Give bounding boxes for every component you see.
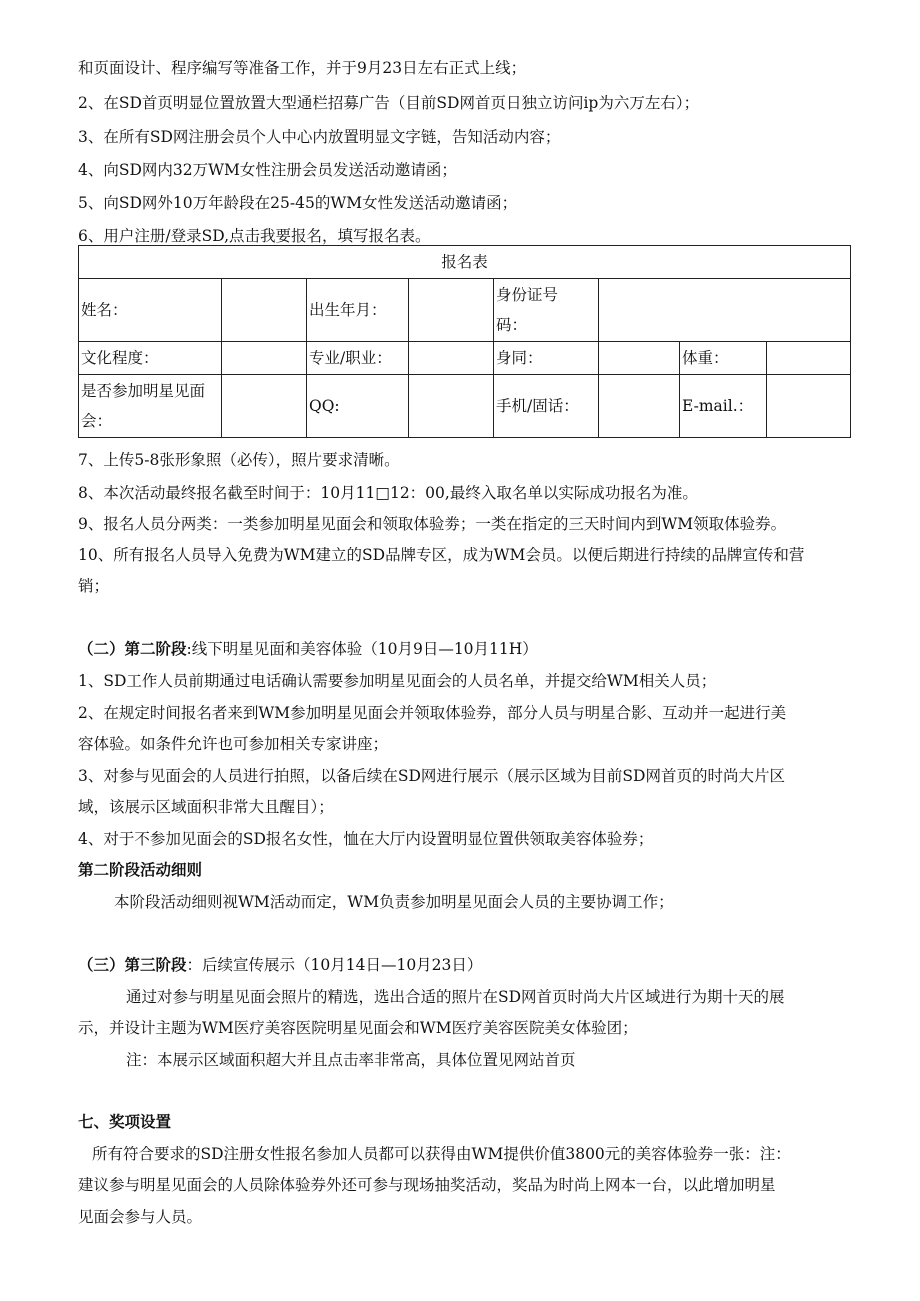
list-item: 5、向SD网外10万年龄段在25-45的WM女性发送活动邀请函；: [78, 194, 518, 212]
list-item-continued: 容体验。如条件允许也可参加相关专家讲座；: [78, 735, 389, 753]
list-item: 3、在所有SD网注册会员个人中心内放置明显文字链，告知活动内容；: [78, 128, 561, 146]
list-item: 4、向SD网内32万WM女性注册会员发送活动邀请函；: [78, 161, 457, 179]
stage2-rules-text: 本阶段活动细则视WM活动而定，WM负责参加明星见面会人员的主要协调工作；: [114, 893, 674, 911]
field-name[interactable]: [222, 279, 307, 342]
list-item: 4、对于不参加见面会的SD报名女性，恤在大厅内设置明显位置供领取美容体验券；: [78, 830, 654, 848]
form-title: 报名表: [79, 246, 851, 279]
stage2-heading: （二）第二阶段:线下明星见面和美容体验（10月9日—10月11H）: [78, 640, 538, 658]
label-education: 文化程度：: [79, 342, 222, 375]
field-qq[interactable]: [409, 375, 494, 438]
field-weight[interactable]: [767, 342, 851, 375]
stage3-note: 注：本展示区域面积超大并且点击率非常高，具体位置见网站首页: [126, 1051, 576, 1069]
list-item-continued: 销；: [78, 577, 110, 595]
list-item: 9、报名人员分两类：一类参加明星见面会和领取体验劵；一类在指定的三天时间内到WM领取体验券。: [78, 515, 787, 533]
stage3-paragraph-continued: 示，并设计主题为WM医疗美容医院明星见面会和WM医疗美容医院美女体验团；: [78, 1019, 638, 1037]
label-weight: 体重：: [680, 342, 767, 375]
section7-paragraph-continued: 建议参与明星见面会的人员除体验券外还可参与现场抽奖活动，奖品为时尚上网本一台，以此增加明星: [78, 1176, 776, 1194]
list-item: 1、SD工作人员前期通过电话确认需要参加明星见面会的人员名单，并提交给WM相关人员；: [78, 672, 717, 690]
label-major: 专业/职业：: [307, 342, 409, 375]
list-item: 3、对参与见面会的人员进行拍照，以备后续在SD网进行展示（展示区域为目前SD网首页的时尚大片区: [78, 767, 785, 785]
field-education[interactable]: [222, 342, 307, 375]
label-id-number: 身份证号 码：: [494, 279, 599, 342]
list-item: 2、在规定时间报名者来到WM参加明星见面会并领取体验券，部分人员与明星合影、互动并一起进行美: [78, 704, 787, 722]
field-height[interactable]: [599, 342, 680, 375]
field-meet-attendance[interactable]: [222, 375, 307, 438]
stage3-heading: （三）第三阶段：后续宣传展示（10月14日—10月23日）: [78, 956, 483, 974]
stage2-rules-heading: 第二阶段活动细则: [78, 861, 203, 879]
label-qq: QQ:: [307, 375, 409, 438]
field-phone[interactable]: [599, 375, 680, 438]
label-email: E-mail.：: [680, 375, 767, 438]
list-item: 2、在SD首页明显位置放置大型通栏招募广告（目前SD网首页日独立访问ip为六万左右）；: [78, 94, 700, 112]
list-item-continued: 域，该展示区域面积非常大且醒目）；: [78, 798, 334, 816]
field-id-number[interactable]: [599, 279, 851, 342]
label-phone: 手机/固话：: [494, 375, 599, 438]
section7-paragraph-continued: 见面会参与人员。: [78, 1208, 203, 1226]
label-height: 身同：: [494, 342, 599, 375]
section7-heading: 七、奖项设置: [78, 1113, 172, 1131]
registration-form-table: [78, 245, 851, 438]
list-item: 6、用户注册/登录SD,点击我要报名，填写报名表。: [78, 227, 431, 245]
field-birth[interactable]: [409, 279, 494, 342]
stage3-paragraph: 通过对参与明星见面会照片的精选，选出合适的照片在SD网首页时尚大片区域进行为期十天的展: [126, 988, 785, 1006]
label-meet-attendance: 是否参加明星见面 会：: [79, 375, 222, 438]
section7-paragraph: 所有符合要求的SD注册女性报名参加人员都可以获得由WM提供价值3800元的美容体验券一张：注：: [92, 1145, 791, 1163]
list-item: 10、所有报名人员导入免费为WM建立的SD品牌专区，成为WM会员。以便后期进行持续的品牌宣传和营: [78, 546, 805, 564]
label-birth: 出生年月：: [307, 279, 409, 342]
label-name: 姓名：: [79, 279, 222, 342]
list-item: 7、上传5-8张形象照（必传），照片要求清晰。: [78, 451, 400, 469]
field-major[interactable]: [409, 342, 494, 375]
list-item: 8、本次活动最终报名截至时间于：10月11□12：00,最终入取名单以实际成功报名为准。: [78, 484, 698, 502]
field-email[interactable]: [767, 375, 851, 438]
paragraph-line: 和页面设计、程序编写等准备工作，并于9月23日左右正式上线；: [78, 59, 527, 77]
